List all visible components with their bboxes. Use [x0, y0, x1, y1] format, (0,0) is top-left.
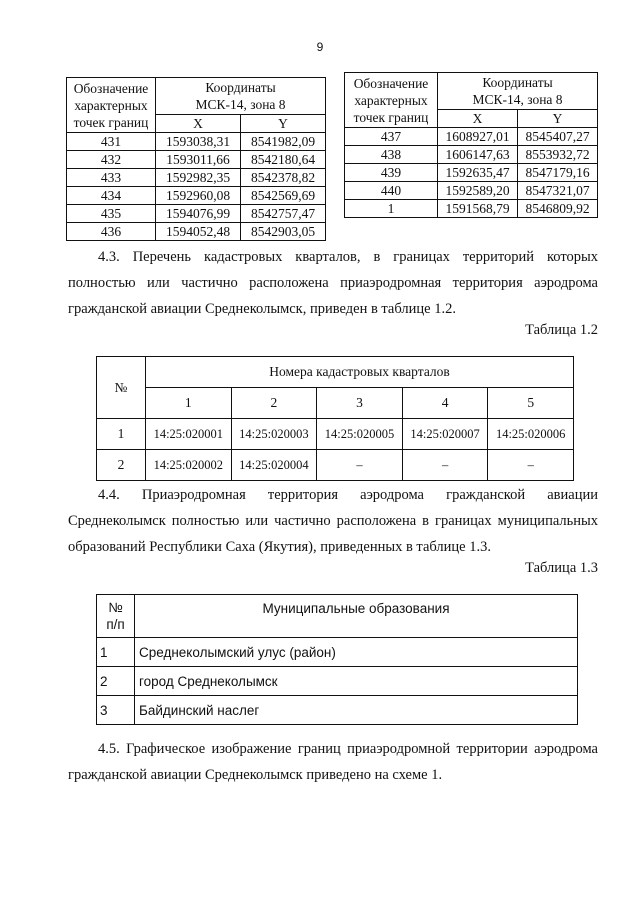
paragraph-4-4 — [68, 482, 598, 560]
row-number: 2 — [97, 667, 135, 696]
cadastral-quarters-table — [96, 356, 574, 481]
table-row — [67, 205, 326, 223]
point-id: 432 — [67, 151, 156, 169]
point-id: 431 — [67, 133, 156, 151]
table-1-2-caption: Таблица 1.2 — [525, 322, 598, 338]
table-row — [67, 223, 326, 241]
coord-y: 8542757,47 — [241, 205, 326, 223]
point-id: 436 — [67, 223, 156, 241]
coord-x: 1592635,47 — [438, 164, 518, 182]
point-id: 434 — [67, 187, 156, 205]
cadastral-number: 14:25:020002 — [146, 450, 232, 481]
paragraph-4-5: 4.5. Графическое изображение границ приаэродромной территории аэродрома гражданской авиации Среднеколымск приведено на схеме 1. — [68, 741, 598, 783]
municipality-name: город Среднеколымск — [135, 667, 578, 696]
header-y: Y — [241, 115, 326, 133]
table-1-3-caption: Таблица 1.3 — [525, 560, 598, 576]
coord-x: 1592960,08 — [156, 187, 241, 205]
coord-x: 1608927,01 — [438, 128, 518, 146]
coord-x: 1594076,99 — [156, 205, 241, 223]
coord-y: 8547321,07 — [518, 182, 598, 200]
header-line: № — [108, 600, 123, 615]
coord-y: 8547179,16 — [518, 164, 598, 182]
table-row — [67, 133, 326, 151]
row-number: 1 — [97, 638, 135, 667]
coord-y: 8553932,72 — [518, 146, 598, 164]
point-id: 433 — [67, 169, 156, 187]
paragraph-line: 4.3. Перечень кадастровых кварталов, в границах территорий которых — [98, 249, 598, 265]
row-number: 3 — [97, 696, 135, 725]
paragraph-text: Среднеколымск полностью или частично расположена в границах муниципальных образований Республики Саха (Якутия), приведенных в таблице 1.3. — [68, 513, 598, 555]
coord-x: 1591568,79 — [438, 200, 518, 218]
table-row — [67, 169, 326, 187]
point-id: 438 — [345, 146, 438, 164]
row-number: 1 — [97, 419, 146, 450]
cadastral-number: 14:25:020006 — [488, 419, 574, 450]
coord-x: 1594052,48 — [156, 223, 241, 241]
header-line: МСК-14, зона 8 — [195, 97, 286, 112]
point-id: 437 — [345, 128, 438, 146]
column-number: 4 — [402, 388, 488, 419]
coord-x: 1592589,20 — [438, 182, 518, 200]
paragraph-4-3 — [68, 244, 598, 322]
coord-y: 8546809,92 — [518, 200, 598, 218]
header-coordinates — [438, 73, 598, 110]
table-row — [97, 696, 578, 725]
header-y: Y — [518, 110, 598, 128]
coord-y: 8542903,05 — [241, 223, 326, 241]
header-line: п/п — [106, 617, 125, 632]
cadastral-number: – — [317, 450, 403, 481]
header-line: характерных — [74, 97, 148, 113]
column-number: 1 — [146, 388, 232, 419]
point-id: 435 — [67, 205, 156, 223]
table-row — [345, 182, 598, 200]
cadastral-number: – — [402, 450, 488, 481]
coord-x: 1593038,31 — [156, 133, 241, 151]
cadastral-number: 14:25:020005 — [317, 419, 403, 450]
table-row — [97, 419, 574, 450]
point-id: 440 — [345, 182, 438, 200]
header-coordinates — [156, 78, 326, 115]
table-row — [67, 187, 326, 205]
column-number: 5 — [488, 388, 574, 419]
header-line: Обозначение — [353, 75, 429, 91]
coord-y: 8545407,27 — [518, 128, 598, 146]
cadastral-number: – — [488, 450, 574, 481]
coordinates-table-left — [66, 77, 326, 241]
header-line: точек границ — [353, 109, 429, 125]
coord-x: 1593011,66 — [156, 151, 241, 169]
page-number: 9 — [316, 40, 324, 54]
header-x: X — [156, 115, 241, 133]
header-num — [97, 595, 135, 638]
coord-x: 1592982,35 — [156, 169, 241, 187]
municipality-name: Байдинский наслег — [135, 696, 578, 725]
header-cadastral-numbers: Номера кадастровых кварталов — [146, 357, 574, 388]
paragraph-text: полностью или частично расположена приаэродромная территория аэродрома гражданской авиации Среднеколымск, приведен в таблице 1.2. — [68, 275, 598, 317]
column-number: 3 — [317, 388, 403, 419]
coord-y: 8542569,69 — [241, 187, 326, 205]
row-number: 2 — [97, 450, 146, 481]
municipality-name: Среднеколымский улус (район) — [135, 638, 578, 667]
table-row — [345, 128, 598, 146]
municipalities-table — [96, 594, 578, 725]
header-line: Координаты — [482, 75, 553, 90]
table-row — [345, 146, 598, 164]
point-id: 1 — [345, 200, 438, 218]
header-line: МСК-14, зона 8 — [472, 92, 563, 107]
table-row — [67, 151, 326, 169]
header-line: Обозначение — [73, 80, 149, 96]
header-line: точек границ — [73, 114, 149, 130]
table-row — [97, 450, 574, 481]
table-row — [345, 200, 598, 218]
point-id: 439 — [345, 164, 438, 182]
table-row — [345, 164, 598, 182]
column-number: 2 — [231, 388, 317, 419]
header-point-designation — [345, 73, 438, 128]
header-line: Координаты — [205, 80, 276, 95]
coord-y: 8542180,64 — [241, 151, 326, 169]
coordinates-table-right — [344, 72, 598, 218]
header-line: характерных — [354, 92, 428, 108]
coord-y: 8541982,09 — [241, 133, 326, 151]
coord-x: 1606147,63 — [438, 146, 518, 164]
cadastral-number: 14:25:020007 — [402, 419, 488, 450]
cadastral-number: 14:25:020004 — [231, 450, 317, 481]
header-municipalities: Муниципальные образования — [135, 595, 578, 638]
cadastral-number: 14:25:020003 — [231, 419, 317, 450]
table-row — [97, 667, 578, 696]
header-num: № — [97, 357, 146, 419]
cadastral-number: 14:25:020001 — [146, 419, 232, 450]
paragraph-line: 4.4. Приаэродромная территория аэродрома гражданской авиации — [98, 487, 598, 503]
header-point-designation — [67, 78, 156, 133]
header-x: X — [438, 110, 518, 128]
coord-y: 8542378,82 — [241, 169, 326, 187]
table-row — [97, 638, 578, 667]
